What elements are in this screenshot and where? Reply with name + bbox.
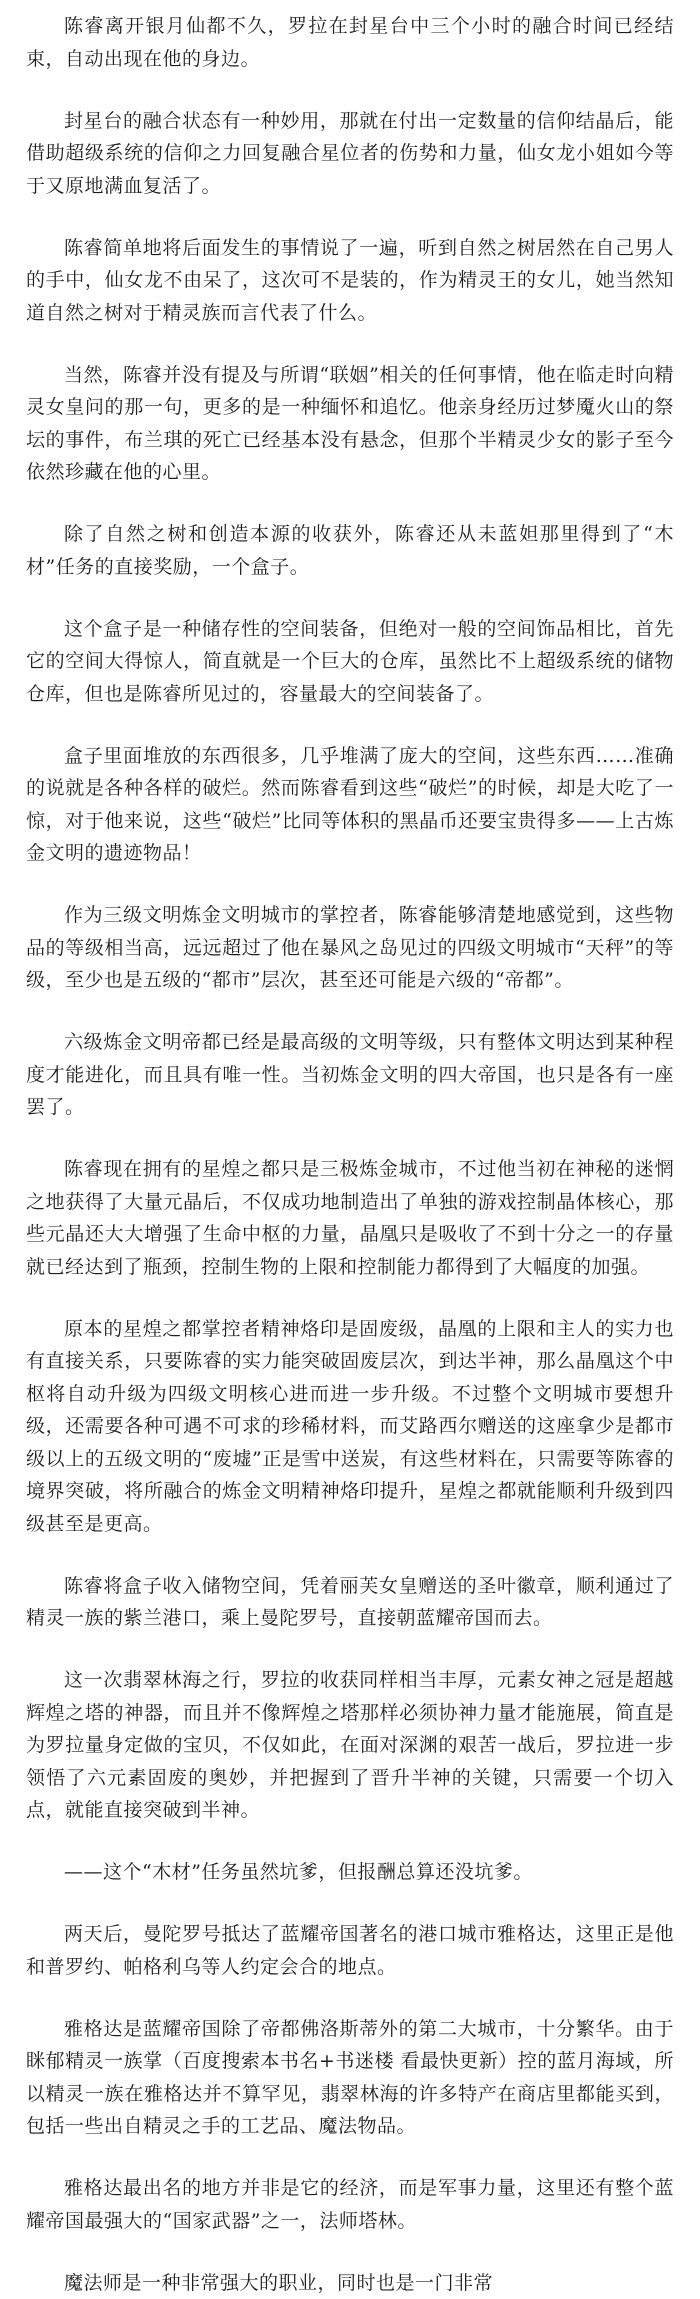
paragraph: ——这个“木材”任务虽然坑爹，但报酬总算还没坑爹。 xyxy=(26,1856,674,1889)
paragraph: 陈睿将盒子收入储物空间，凭着丽芙女皇赠送的圣叶徽章，顺利通过了精灵一族的紫兰港口，乘上曼陀罗号，直接朝蓝耀帝国而去。 xyxy=(26,1570,674,1635)
paragraph: 作为三级文明炼金文明城市的掌控者，陈睿能够清楚地感觉到，这些物品的等级相当高，远远超过了他在暴风之岛见过的四级文明城市“天秤”的等级，至少也是五级的“都市”层次，甚至还可能是六级的“帝都”。 xyxy=(26,899,674,997)
paragraph: 当然，陈睿并没有提及与所谓“联姻”相关的任何事情，他在临走时向精灵女皇问的那一句，更多的是一种缅怀和追忆。他亲身经历过梦魇火山的祭坛的事件，布兰琪的死亡已经基本没有悬念，但那个半精灵少女的影子至今依然珍藏在他的心里。 xyxy=(26,359,674,489)
paragraph: 六级炼金文明帝都已经是最高级的文明等级，只有整体文明达到某种程度才能进化，而且具有唯一性。当初炼金文明的四大帝国，也只是各有一座罢了。 xyxy=(26,1026,674,1124)
paragraph: 两天后，曼陀罗号抵达了蓝耀帝国著名的港口城市雅格达，这里正是他和普罗约、帕格利乌等人约定会合的地点。 xyxy=(26,1918,674,1983)
paragraph: 魔法师是一种非常强大的职业，同时也是一门非常 xyxy=(26,2267,674,2299)
paragraph: 原本的星煌之都掌控者精神烙印是固废级，晶凰的上限和主人的实力也有直接关系，只要陈睿的实力能突破固废层次，到达半神，那么晶凰这个中枢将自动升级为四级文明核心进而进一步升级。不过整个文明城市要想升级，还需要各种可遇不可求的珍稀材料，而艾路西尔赠送的这座拿少是都市级以上的五级文明的“废墟”正是雪中送炭，有这些材料在，只需要等陈睿的境界突破，将所融合的炼金文明精神烙印提升，星煌之都就能顺利升级到四级甚至是更高。 xyxy=(26,1313,674,1541)
paragraph: 这一次翡翠林海之行，罗拉的收获同样相当丰厚，元素女神之冠是超越辉煌之塔的神器，而且并不像辉煌之塔那样必须协神力量才能施展，简直是为罗拉量身定做的宝贝，不仅如此，在面对深渊的艰苦一战后，罗拉进一步领悟了六元素固废的奥妙，并把握到了晋升半神的关键，只需要一个切入点，就能直接突破到半神。 xyxy=(26,1664,674,1827)
chapter-text xyxy=(26,10,674,2299)
paragraph: 除了自然之树和创造本源的收获外，陈睿还从未蓝妲那里得到了“木材”任务的直接奖励，一个盒子。 xyxy=(26,518,674,583)
paragraph: 这个盒子是一种储存性的空间装备，但绝对一般的空间饰品相比，首先它的空间大得惊人，简直就是一个巨大的仓库，虽然比不上超级系统的储物仓库，但也是陈睿所见过的，容量最大的空间装备了。 xyxy=(26,613,674,711)
paragraph: 陈睿离开银月仙都不久，罗拉在封星台中三个小时的融合时间已经结束，自动出现在他的身边。 xyxy=(26,10,674,75)
paragraph: 陈睿现在拥有的星煌之都只是三极炼金城市，不过他当初在神秘的迷惘之地获得了大量元晶后，不仅成功地制造出了单独的游戏控制晶体核心，那些元晶还大大增强了生命中枢的力量，晶凰只是吸收了不到十分之一的存量就已经达到了瓶颈，控制生物的上限和控制能力都得到了大幅度的加强。 xyxy=(26,1153,674,1283)
paragraph: 盒子里面堆放的东西很多，几乎堆满了庞大的空间，这些东西……准确的说就是各种各样的破烂。然而陈睿看到这些“破烂”的时候，却是大吃了一惊，对于他来说，这些“破烂”比同等体积的黑晶币还要宝贵得多——上古炼金文明的遗迹物品！ xyxy=(26,740,674,870)
paragraph: 陈睿简单地将后面发生的事情说了一遍，听到自然之树居然在自己男人的手中，仙女龙不由呆了，这次可不是装的，作为精灵王的女儿，她当然知道自然之树对于精灵族而言代表了什么。 xyxy=(26,232,674,330)
paragraph: 雅格达是蓝耀帝国除了帝都佛洛斯蒂外的第二大城市，十分繁华。由于眯郁精灵一族掌（百度搜索本书名+书迷楼 看最快更新）控的蓝月海域，所以精灵一族在雅格达并不算罕见，翡翠林海的许多特产在商店里都能买到，包括一些出自精灵之手的工艺品、魔法物品。 xyxy=(26,2013,674,2143)
paragraph: 封星台的融合状态有一种妙用，那就在付出一定数量的信仰结晶后，能借助超级系统的信仰之力回复融合星位者的伤势和力量，仙女龙小姐如今等于又原地满血复活了。 xyxy=(26,105,674,203)
paragraph: 雅格达最出名的地方并非是它的经济，而是军事力量，这里还有整个蓝耀帝国最强大的“国家武器”之一，法师塔林。 xyxy=(26,2172,674,2237)
